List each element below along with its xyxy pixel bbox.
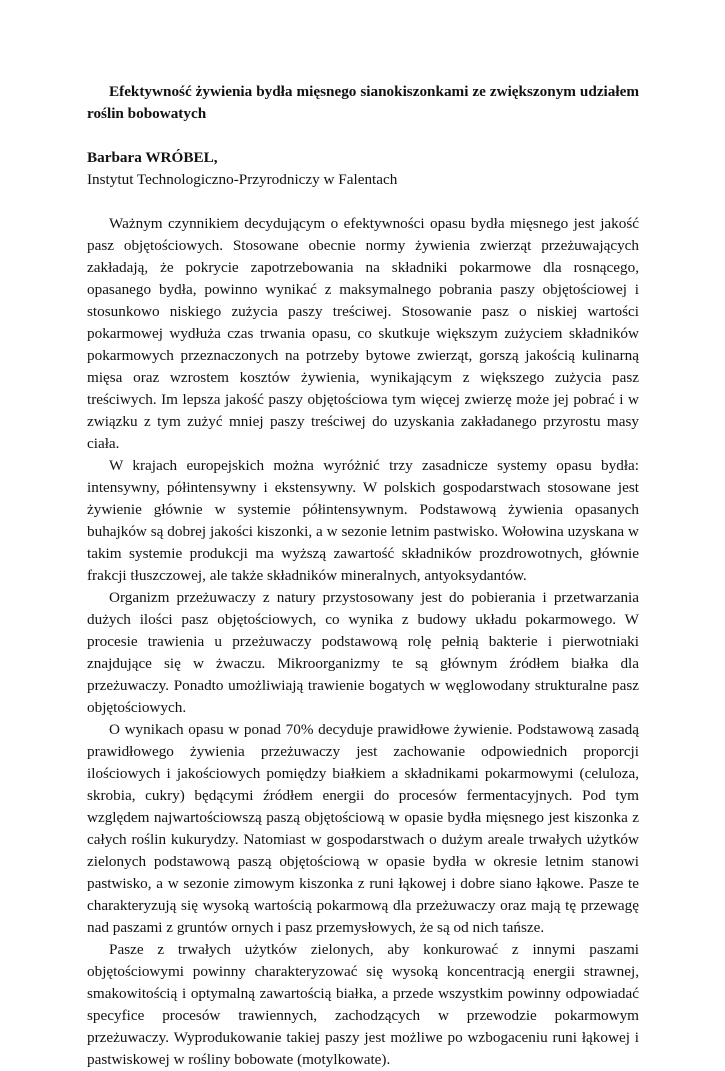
document-body [87,213,639,1071]
document-title: Efektywność żywienia bydła mięsnego sianokiszonkami ze zwiększonym udziałem roślin bobowatych [87,83,639,122]
body-paragraph: W krajach europejskich można wyróżnić trzy zasadnicze systemy opasu bydła: intensywny, półintensywny i ekstensywny. W polskich gospodarstwach stosowane jest żywienie głównie w systemie półintensywnym. Podstawową żywienia opasanych buhajków są dobrej jakości kiszonki, a w sezonie letnim pastwisko. Wołowina uzyskana w takim systemie produkcji ma wyższą zawartość składników prozdrowotnych, głównie frakcji tłuszczowej, ale także składników mineralnych, antyoksydantów. [87,457,639,584]
document-page [87,81,639,1071]
author-name: Barbara WRÓBEL, [87,149,218,166]
author-affiliation: Instytut Technologiczno-Przyrodniczy w Falentach [87,171,398,188]
body-paragraph: Ważnym czynnikiem decydującym o efektywności opasu bydła mięsnego jest jakość pasz objętościowych. Stosowane obecnie normy żywienia zwierząt przeżuwających zakładają, że pokrycie zapotrzebowania na składniki pokarmowe dla rosnącego, opasanego bydła, powinno wynikać z maksymalnego pobrania paszy objętościowej i stosunkowo niskiego zużycia paszy treściwej. Stosowanie pasz o niskiej wartości pokarmowej wydłuża czas trwania opasu, co skutkuje większym zużyciem składników pokarmowych przeznaczonych na potrzeby bytowe zwierząt, gorszą jakością kulinarną mięsa oraz wzrostem kosztów żywienia, wynikającym z większego zużycia pasz treściwych. Im lepsza jakość paszy objętościowa tym więcej zwierzę może jej pobrać i w związku z tym zużyć mniej paszy treściwej do uzyskania zakładanego przyrostu masy ciała. [87,215,639,452]
body-paragraph: Organizm przeżuwaczy z natury przystosowany jest do pobierania i przetwarzania dużych ilości pasz objętościowych, co wynika z budowy układu pokarmowego. W procesie trawienia u przeżuwaczy podstawową rolę pełnią bakterie i pierwotniaki znajdujące się w żwaczu. Mikroorganizmy te są głównym źródłem białka dla przeżuwaczy. Ponadto umożliwiają trawienie bogatych w węglowodany strukturalne pasz objętościowych. [87,589,639,716]
body-paragraph: O wynikach opasu w ponad 70% decyduje prawidłowe żywienie. Podstawową zasadą prawidłowego żywienia przeżuwaczy jest zachowanie odpowiednich proporcji ilościowych i jakościowych pomiędzy białkiem a składnikami pokarmowymi (celuloza, skrobia, cukry) będącymi źródłem energii do procesów fermentacyjnych. Pod tym względem najwartościowszą paszą objętościową w opasie bydła mięsnego jest kiszonka z całych roślin kukurydzy. Natomiast w gospodarstwach o dużym areale trwałych użytków zielonych podstawową paszą objętościową w opasie bydła w okresie letnim stanowi pastwisko, a w sezonie zimowym kiszonka z runi łąkowej i dobre siano łąkowe. Pasze te charakteryzują się wysoką wartością pokarmową dla przeżuwaczy oraz mają tę przewagę nad paszami z gruntów ornych i pasz przemysłowych, że są od nich tańsze. [87,721,639,936]
body-paragraph: Pasze z trwałych użytków zielonych, aby konkurować z innymi paszami objętościowymi powinny charakteryzować się wysoką koncentracją energii strawnej, smakowitością i optymalną zawartością białka, a przede wszystkim powinny odpowiadać specyfice procesów trawiennych, zachodzących w przewodzie pokarmowym przeżuwaczy. Wyprodukowanie takiej paszy jest możliwe po wzbogaceniu runi łąkowej i pastwiskowej w rośliny bobowate (motylkowate). [87,941,639,1068]
